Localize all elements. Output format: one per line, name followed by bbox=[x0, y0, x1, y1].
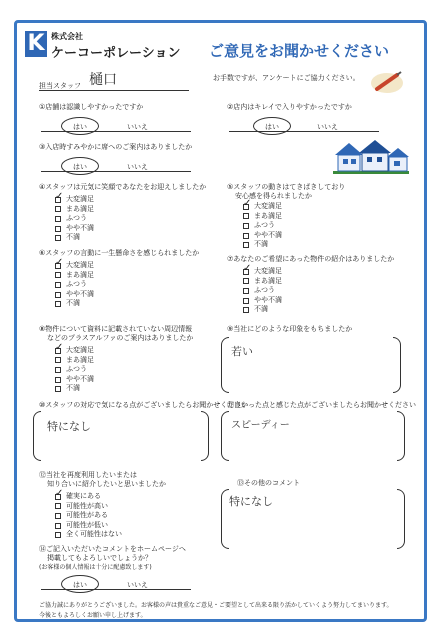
q12-text-1: ⑫当社を再度利用したいまたは bbox=[39, 471, 137, 479]
pen-icon bbox=[369, 69, 405, 95]
q14-text-3: (お客様の個人情報は十分に配慮致します) bbox=[39, 564, 152, 571]
q12-option[interactable] bbox=[55, 521, 122, 531]
q5-option-label: やや不満 bbox=[254, 230, 282, 239]
q9-bracket-left bbox=[221, 337, 229, 393]
q2-line bbox=[229, 131, 379, 132]
q14-text-2: 掲載してもよろしいでしょうか？ bbox=[47, 554, 152, 562]
checkbox-icon[interactable] bbox=[55, 235, 61, 241]
q12-option-label: 確実にある bbox=[66, 492, 101, 500]
q12-text-2: 知り合いに紹介したいと思いましたか bbox=[47, 480, 166, 488]
q11-bracket-right bbox=[397, 411, 405, 461]
q5-option[interactable] bbox=[243, 231, 282, 241]
checkbox-icon[interactable] bbox=[243, 242, 249, 248]
checkbox-icon[interactable] bbox=[55, 226, 61, 232]
company-name: ケーコーポレーション bbox=[51, 46, 181, 61]
checkbox-icon[interactable] bbox=[55, 377, 61, 383]
houses-illustration-icon bbox=[331, 137, 411, 175]
q7-option-label: 大変満足 bbox=[254, 267, 282, 275]
q13-answer[interactable]: 特になし bbox=[229, 495, 273, 508]
q8-text-2: などのプラスアルファのご案内はありましたか bbox=[47, 334, 194, 342]
q14-yes[interactable]: はい bbox=[73, 581, 87, 589]
company-logo: K bbox=[25, 31, 47, 57]
checkbox-icon[interactable] bbox=[243, 298, 249, 304]
checkbox-checked-icon[interactable] bbox=[55, 494, 61, 500]
q6-text: ⑥スタッフの言動に一生懸命さを感じられましたか bbox=[39, 249, 200, 257]
checkbox-icon[interactable] bbox=[55, 532, 61, 538]
intro-text: お手数ですが、アンケートにご協力ください。 bbox=[213, 74, 360, 82]
q7-option[interactable] bbox=[243, 277, 282, 287]
q4-option[interactable] bbox=[55, 214, 94, 224]
q12-option[interactable] bbox=[55, 492, 122, 502]
q4-option[interactable] bbox=[55, 205, 94, 215]
q4-option-label: まあ満足 bbox=[66, 204, 94, 213]
q3-yes[interactable]: はい bbox=[73, 163, 87, 171]
checkbox-icon[interactable] bbox=[55, 272, 61, 278]
q6-option-label: 不満 bbox=[66, 299, 80, 308]
q7-option-label: やや不満 bbox=[254, 295, 282, 304]
q7-option-label: まあ満足 bbox=[254, 276, 282, 285]
q5-option[interactable] bbox=[243, 240, 282, 250]
q6-option[interactable] bbox=[55, 261, 94, 271]
q4-options bbox=[55, 195, 94, 243]
q1-yes[interactable]: はい bbox=[73, 123, 87, 131]
survey-sheet bbox=[14, 20, 427, 622]
q10-bracket-left bbox=[33, 411, 41, 461]
checkbox-checked-icon[interactable] bbox=[55, 197, 61, 203]
q6-option-label: まあ満足 bbox=[66, 270, 94, 279]
q12-option-label: 可能性が高い bbox=[66, 501, 108, 510]
q13-bracket-left bbox=[221, 489, 229, 549]
q5-option-label: ふつう bbox=[254, 221, 275, 230]
q3-text: ③入店時すみやかに席へのご案内はありましたか bbox=[39, 143, 193, 151]
checkbox-icon[interactable] bbox=[55, 282, 61, 288]
checkbox-icon[interactable] bbox=[55, 513, 61, 519]
staff-label: 担当スタッフ bbox=[39, 82, 81, 90]
q8-option-label: まあ満足 bbox=[66, 355, 94, 364]
q6-option-label: ふつう bbox=[66, 280, 87, 289]
q2-no[interactable]: いいえ bbox=[317, 123, 338, 131]
q10-text: ⑩スタッフの対応で気になる点がございましたらお聞かせください bbox=[39, 401, 249, 409]
checkbox-checked-icon[interactable] bbox=[55, 263, 61, 269]
q1-no[interactable]: いいえ bbox=[127, 123, 148, 131]
q5-option-label: 不満 bbox=[254, 240, 268, 249]
q14-text-1: ⑭ご記入いただいたコメントをホームページへ bbox=[39, 545, 186, 553]
q12-option-label: 可能性が低い bbox=[66, 520, 108, 529]
q6-option[interactable] bbox=[55, 271, 94, 281]
q12-option-label: 可能性がある bbox=[66, 511, 108, 520]
staff-name: 樋口 bbox=[89, 72, 117, 88]
q8-option-label: 大変満足 bbox=[66, 346, 94, 354]
q8-option[interactable] bbox=[55, 375, 94, 385]
q2-answer-circle bbox=[253, 117, 291, 135]
q6-option[interactable] bbox=[55, 280, 94, 290]
q4-option[interactable] bbox=[55, 224, 94, 234]
q6-option-label: やや不満 bbox=[66, 289, 94, 298]
q6-options bbox=[55, 261, 94, 309]
q14-answer-circle bbox=[61, 575, 99, 593]
checkbox-icon[interactable] bbox=[55, 292, 61, 298]
q4-option-label: 不満 bbox=[66, 233, 80, 242]
q8-options bbox=[55, 346, 94, 394]
q4-option-label: やや不満 bbox=[66, 223, 94, 232]
q8-option-label: やや不満 bbox=[66, 374, 94, 383]
q3-answer-circle bbox=[61, 157, 99, 175]
q6-option[interactable] bbox=[55, 290, 94, 300]
checkbox-icon[interactable] bbox=[243, 213, 249, 219]
q6-option-label: 大変満足 bbox=[66, 261, 94, 269]
q4-option-label: ふつう bbox=[66, 214, 87, 223]
q10-answer[interactable]: 特になし bbox=[47, 420, 91, 433]
checkbox-icon[interactable] bbox=[55, 386, 61, 392]
q12-option[interactable] bbox=[55, 511, 122, 521]
q14-no[interactable]: いいえ bbox=[127, 581, 148, 589]
q13-bracket-right bbox=[397, 489, 405, 549]
q7-option-label: 不満 bbox=[254, 305, 268, 314]
q9-answer[interactable]: 若い bbox=[231, 345, 253, 358]
checkbox-icon[interactable] bbox=[55, 357, 61, 363]
q13-text: ⑬その他のコメント bbox=[237, 479, 300, 487]
q8-option[interactable] bbox=[55, 346, 94, 356]
checkbox-checked-icon[interactable] bbox=[243, 269, 249, 275]
q8-text-1: ⑧物件について資料に記載されていない周辺情報 bbox=[39, 325, 193, 333]
q2-yes[interactable]: はい bbox=[265, 123, 279, 131]
checkbox-icon[interactable] bbox=[243, 307, 249, 313]
q5-options bbox=[243, 202, 282, 250]
checkbox-checked-icon[interactable] bbox=[55, 348, 61, 354]
q8-option[interactable] bbox=[55, 365, 94, 375]
q5-text-1: ⑤スタッフの動きはてきぱきしており bbox=[227, 183, 346, 191]
q7-text: ⑦あなたのご希望にあった物件の紹介はありましたか bbox=[227, 255, 395, 263]
q6-option[interactable] bbox=[55, 299, 94, 309]
page-title: ご意見をお聞かせください bbox=[209, 42, 390, 60]
q5-option[interactable] bbox=[243, 221, 282, 231]
checkbox-icon[interactable] bbox=[243, 233, 249, 239]
q5-option[interactable] bbox=[243, 202, 282, 212]
checkbox-icon[interactable] bbox=[55, 206, 61, 212]
footer-line-2: 今後ともよろしくお願い申し上げます。 bbox=[39, 612, 147, 619]
q5-option-label: 大変満足 bbox=[254, 202, 282, 210]
q9-bracket-right bbox=[393, 337, 401, 393]
checkbox-icon[interactable] bbox=[55, 367, 61, 373]
checkbox-checked-icon[interactable] bbox=[243, 204, 249, 210]
q2-text: ②店内はキレイで入りやすかったですか bbox=[227, 103, 352, 111]
q8-option[interactable] bbox=[55, 356, 94, 366]
q4-option[interactable] bbox=[55, 233, 94, 243]
q11-answer[interactable]: スピーディー bbox=[231, 420, 290, 431]
checkbox-icon[interactable] bbox=[55, 523, 61, 529]
q8-option[interactable] bbox=[55, 384, 94, 394]
checkbox-icon[interactable] bbox=[55, 216, 61, 222]
q12-option-label: 全く可能性はない bbox=[66, 530, 122, 539]
checkbox-icon[interactable] bbox=[55, 503, 61, 509]
q7-option[interactable] bbox=[243, 305, 282, 315]
q3-no[interactable]: いいえ bbox=[127, 163, 148, 171]
q7-options bbox=[243, 267, 282, 315]
checkbox-icon[interactable] bbox=[55, 301, 61, 307]
q12-option[interactable] bbox=[55, 530, 122, 540]
q1-answer-circle bbox=[61, 117, 99, 135]
footer-line-1: ご協力誠にありがとうございました。お客様の声は貴重なご意見・ご要望として出来る限り活かしていくよう努力してまいります。 bbox=[39, 602, 393, 609]
q7-option[interactable] bbox=[243, 286, 282, 296]
q8-option-label: 不満 bbox=[66, 384, 80, 393]
q4-option-label: 大変満足 bbox=[66, 195, 94, 203]
q4-text: ④スタッフは元気に笑顔であなたをお迎えしましたか bbox=[39, 183, 207, 191]
checkbox-icon[interactable] bbox=[243, 223, 249, 229]
q11-text: ⑪良かった点と感じた点がございましたらお聞かせください bbox=[227, 401, 416, 409]
q8-option-label: ふつう bbox=[66, 365, 87, 374]
q7-option[interactable] bbox=[243, 267, 282, 277]
q9-text: ⑨当社にどのような印象をもちましたか bbox=[227, 325, 353, 333]
checkbox-icon[interactable] bbox=[243, 278, 249, 284]
checkbox-icon[interactable] bbox=[243, 288, 249, 294]
q5-option[interactable] bbox=[243, 212, 282, 222]
q5-option-label: まあ満足 bbox=[254, 211, 282, 220]
q11-bracket-left bbox=[221, 411, 229, 461]
q12-options bbox=[55, 492, 122, 540]
q12-option[interactable] bbox=[55, 502, 122, 512]
q7-option[interactable] bbox=[243, 296, 282, 306]
q7-option-label: ふつう bbox=[254, 286, 275, 295]
q10-bracket-right bbox=[201, 411, 209, 461]
q4-option[interactable] bbox=[55, 195, 94, 205]
q5-text-2: 安心感を得られましたか bbox=[235, 192, 312, 200]
company-prefix: 株式会社 bbox=[51, 32, 83, 41]
q1-text: ①店舗は認識しやすかったですか bbox=[39, 103, 144, 111]
staff-underline bbox=[39, 90, 189, 91]
